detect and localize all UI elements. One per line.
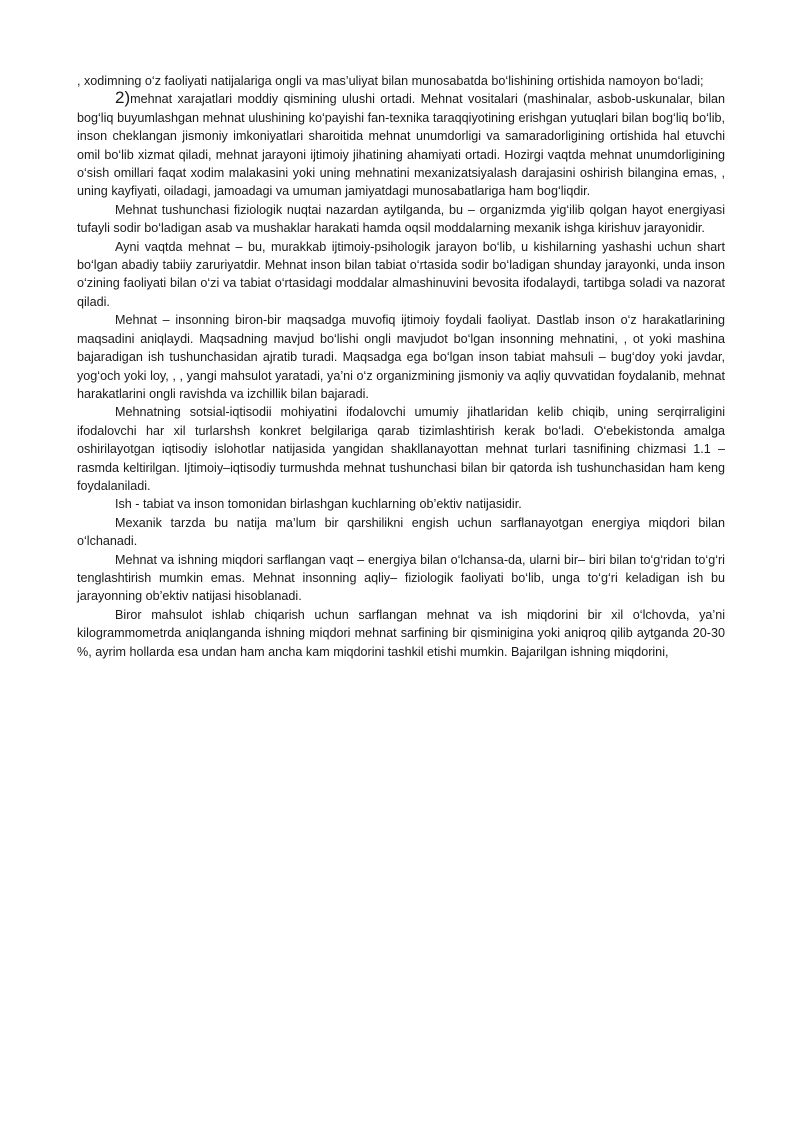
paragraph-6: Mehnatning sotsial-iqtisodii mohiyatini ifodalovchi umumiy jihatlaridan kelib chiqib, uning serqirraligini ifodalovchi har xil turlarshsh konkret belgilariga qarab tizimlashtirish kerak bo‘ladi. O‘ebekistonda amalga oshirilayotgan iqtisodiy islohotlar natijasida yangidan shakllanayottan mehnat turlari tasnifining chizmasi 1.1 – rasmda keltirilgan. Ijtimoiy–iqtisodiy turmushda mehnat tushunchasi bilan bir qatorda ish tushunchasidan ham keng foydalaniladi. [77, 405, 725, 493]
paragraph-2-text: mehnat xarajatlari moddiy qismining ulushi ortadi. Mehnat vositalari (mashinalar, asbob-uskunalar, bilan bog‘liq buyumlashgan mehnat ulushining ko‘payishi fan-texnika taraqqiyotining erishgan yutuqlari bilan bog‘liq bo‘lib, inson cheklangan jismoniy imkoniyatlari sharoitida mehnat unumdorligi va samaradorligining ortishida hal etuvchi omil bo‘lib xizmat qiladi, mehnat jarayoni ijtimoiy jihatining ahamiyati ortadi. Hozirgi vaqtda mehnat unumdorligining o‘sish omillari faqat xodim malakasini yoki uning mehnatini mexanizatsiyalash darajasini oshirish bilangina emas, , uning kayfiyati, oiladagi, jamoadagi va umuman jamiyatdagi munosabatlariga ham bog‘liqdir. [77, 92, 725, 199]
paragraph-7: Ish - tabiat va inson tomonidan birlashgan kuchlarning ob’ektiv natijasidir. [115, 497, 522, 512]
paragraph-3: Mehnat tushunchasi fiziologik nuqtai nazardan aytilganda, bu – organizmda yig‘ilib qolgan hayot energiyasi tufayli sodir bo‘ladigan asab va mushaklar harakati hamda oqsil moddalarning mexanik ishga kirishuv jarayonidir. [77, 202, 725, 236]
paragraph-10: Biror mahsulot ishlab chiqarish uchun sarflangan mehnat va ish miqdorini bir xil o‘lchovda, ya’ni kilogrammometrda aniqlanganda ishning miqdori mehnat sarfining bir qisminigina yoki aniqroq qilib aytganda 20-30 %, ayrim hollarda esa undan ham ancha kam miqdorini tashkil etishi mumkin. Bajarilgan ishning miqdorini, [77, 607, 725, 659]
paragraph-2 [77, 90, 725, 200]
paragraph-9: Mehnat va ishning miqdori sarflangan vaqt – energiya bilan o‘lchansa-da, ularni bir– biri bilan to‘g‘ridan to‘g‘ri tenglashtirish mumkin emas. Mehnat insonning aqliy– fiziologik faoliyati bo‘lib, unga to‘g‘ri keladigan ish bu jarayonning ob’ektiv natijasi hisoblanadi. [77, 552, 725, 604]
document-page [77, 72, 725, 661]
paragraph-5: Mehnat – insonning biron-bir maqsadga muvofiq ijtimoiy foydali faoliyat. Dastlab inson o‘z harakatlarining maqsadini aniqlaydi. Maqsadning mavjud bo‘lishi ongli mavjudot bo‘lgan insonning mehnatini, , ot yoki mashina bajaradigan ish tushunchasidan ajratib turadi. Maqsadga ega bo‘lgan inson tabiat mahsuli – bug‘doy yoki javdar, yog‘och yoki loy, , , yangi mahsulot yaratadi, ya’ni o‘z organizmining jismoniy va aqliy quvvatidan foydalanib, mehnat harakatlarini ongli ravishda va izchillik bilan bajaradi. [77, 313, 725, 401]
list-marker: 2) [115, 88, 131, 108]
paragraph-8: Mexanik tarzda bu natija ma’lum bir qarshilikni engish uchun sarflanayotgan energiya miqdori bilan o‘lchanadi. [77, 515, 725, 549]
paragraph-4: Ayni vaqtda mehnat – bu, murakkab ijtimoiy-psihologik jarayon bo‘lib, u kishilarning yashashi uchun shart bo‘lgan abadiy tabiiy zaruriyatdir. Mehnat inson bilan tabiat o‘rtasida sodir bo‘ladigan shunday jarayonki, unda inson o‘zining faoliyati bilan o‘zi va tabiat o‘rtasidagi moddalar almashinuvini bevosita ifodalaydi, tartibga soladi va nazorat qiladi. [77, 239, 725, 309]
paragraph-1: , xodimning o‘z faoliyati natijalariga ongli va mas’uliyat bilan munosabatda bo‘lishining ortishida namoyon bo‘ladi; [77, 74, 704, 88]
